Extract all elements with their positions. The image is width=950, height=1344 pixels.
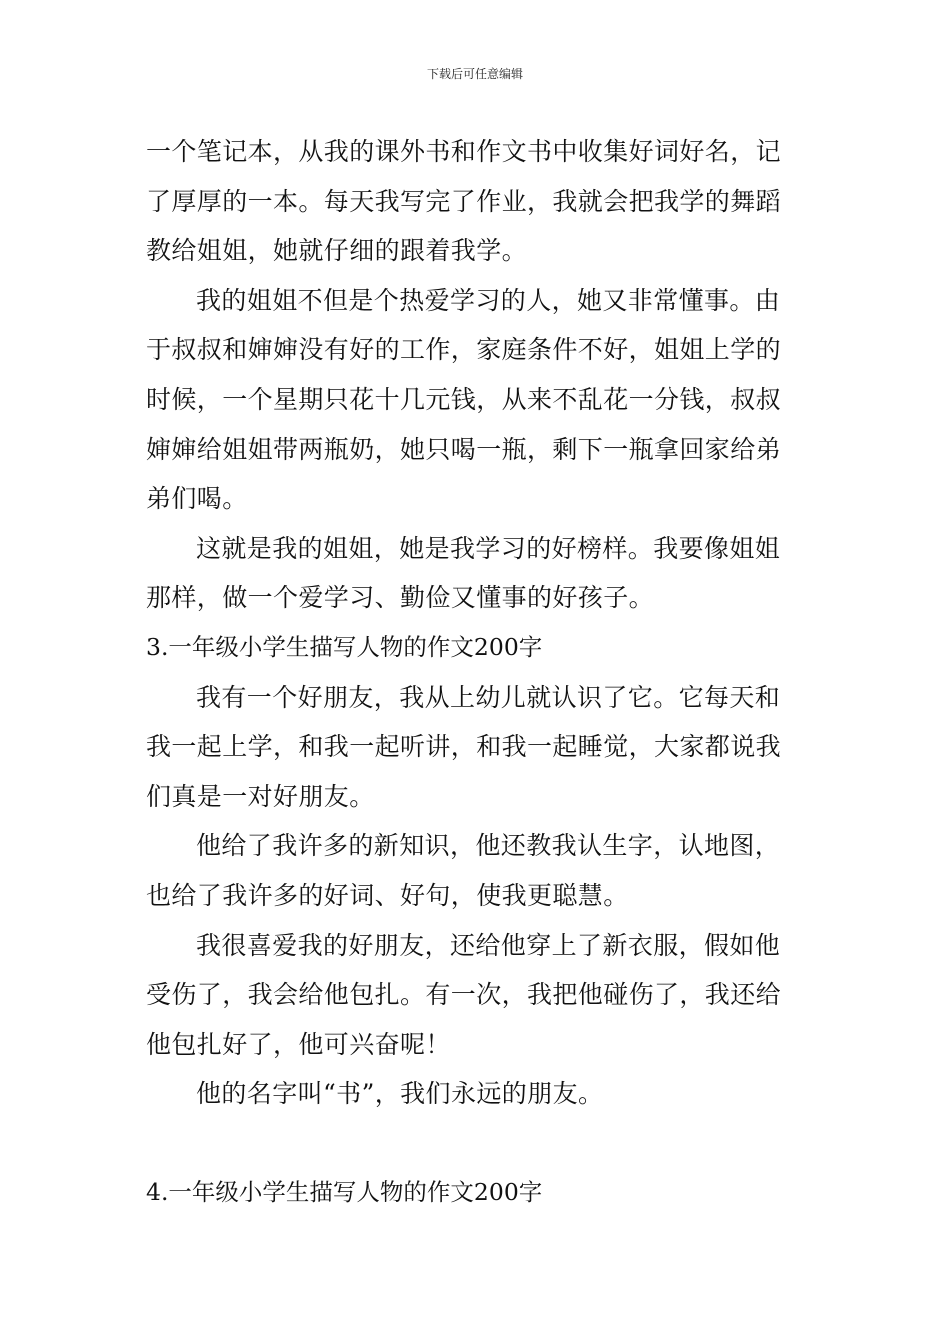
text-line: 们真是一对好朋友。 bbox=[146, 781, 375, 811]
text-line: 一个笔记本，从我的课外书和作文书中收集好词好名，记 bbox=[146, 137, 782, 166]
text-line: 时候，一个星期只花十几元钱，从来不乱花一分钱，叔叔 bbox=[146, 384, 782, 414]
text-line: 弟们喝。 bbox=[146, 484, 248, 514]
text-line: 了厚厚的一本。每天我写完了作业，我就会把我学的舞蹈 bbox=[146, 186, 782, 216]
text-line: 那样，做一个爱学习、勤俭又懂事的好孩子。 bbox=[146, 583, 655, 613]
section-heading-4: 4.一年级小学生描写人物的作文200字 bbox=[146, 1178, 543, 1207]
paragraph-start-line: 我的姐姐不但是个热爱学习的人，她又非常懂事。由 bbox=[196, 285, 781, 315]
paragraph-start-line: 这就是我的姐姐，她是我学习的好榜样。我要像姐姐 bbox=[196, 533, 781, 563]
document-body bbox=[146, 127, 810, 1218]
text-line: 婶婶给姐姐带两瓶奶，她只喝一瓶，剩下一瓶拿回家给弟 bbox=[146, 434, 782, 464]
text-line: 受伤了，我会给他包扎。有一次，我把他碰伤了，我还给 bbox=[146, 980, 782, 1010]
blank-line bbox=[146, 1119, 810, 1169]
text-line: 他包扎好了，他可兴奋呢！ bbox=[146, 1029, 451, 1059]
paragraph-start-line: 我很喜爱我的好朋友，还给他穿上了新衣服，假如他 bbox=[196, 930, 781, 960]
page-header-note: 下载后可任意编辑 bbox=[426, 67, 523, 81]
text-line: 于叔叔和婶婶没有好的工作，家庭条件不好，姐姐上学的 bbox=[146, 335, 782, 365]
text-line: 我一起上学，和我一起听讲，和我一起睡觉，大家都说我 bbox=[146, 732, 782, 762]
paragraph-start-line: 我有一个好朋友，我从上幼儿就认识了它。它每天和 bbox=[196, 682, 781, 712]
paragraph-start-line: 他的名字叫“书”，我们永远的朋友。 bbox=[196, 1079, 604, 1109]
paragraph-start-line: 他给了我许多的新知识，他还教我认生字，认地图， bbox=[196, 831, 781, 861]
text-line: 也给了我许多的好词、好句，使我更聪慧。 bbox=[146, 880, 629, 910]
text-line: 教给姐姐，她就仔细的跟着我学。 bbox=[146, 236, 528, 266]
section-heading-3: 3.一年级小学生描写人物的作文200字 bbox=[146, 632, 543, 661]
